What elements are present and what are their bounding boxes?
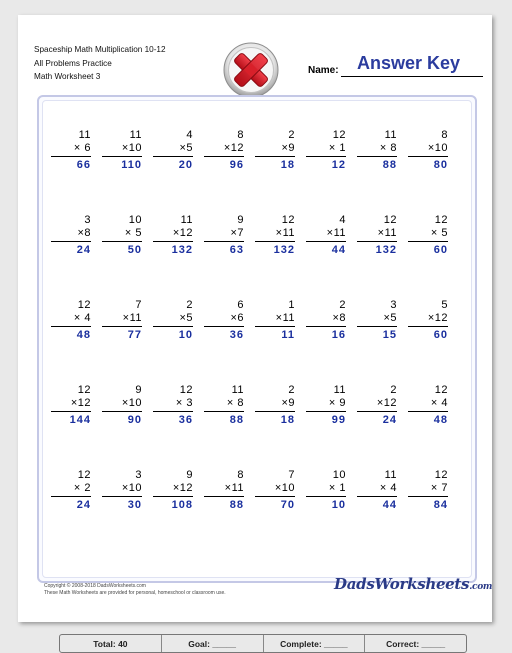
total-count: Total: 40: [60, 635, 162, 652]
answer: 24: [76, 244, 91, 256]
multiplier: ×11: [204, 482, 244, 497]
multiplier: ×12: [153, 227, 193, 242]
multiplier: ×11: [255, 227, 295, 242]
multiplier: × 1: [306, 142, 346, 157]
problem-row: [51, 214, 463, 274]
multiplicand: 10: [128, 214, 142, 226]
multiplication-problem: [51, 129, 91, 172]
multiplier: ×12: [51, 397, 91, 412]
multiplier: ×11: [102, 312, 142, 327]
logo-text-suffix: .com: [469, 582, 493, 592]
multiplicand: 9: [237, 214, 244, 226]
multiplier: × 5: [102, 227, 142, 242]
answer: 10: [178, 329, 193, 341]
multiplier: ×9: [255, 142, 295, 157]
multiplier: × 1: [306, 482, 346, 497]
multiplier: × 8: [204, 397, 244, 412]
multiplication-problem: [255, 469, 295, 512]
multiplicand: 5: [441, 299, 448, 311]
multiplication-problem: [306, 469, 346, 512]
multiplier: ×10: [408, 142, 448, 157]
answer: 36: [229, 329, 244, 341]
answer: 132: [375, 244, 397, 256]
multiplication-problem: [408, 469, 448, 512]
answer: 44: [331, 244, 346, 256]
dadsworksheets-logo: [334, 575, 492, 593]
multiplication-problem: [306, 299, 346, 342]
answer: 84: [433, 499, 448, 511]
multiplicand: 12: [77, 469, 91, 481]
multiplier: ×5: [153, 312, 193, 327]
answer: 88: [382, 159, 397, 171]
multiplication-problem: [306, 129, 346, 172]
multiplicand: 6: [237, 299, 244, 311]
worksheet-subtitle: All Problems Practice: [34, 58, 112, 68]
multiplicand: 11: [384, 129, 397, 141]
multiplication-problem: [408, 214, 448, 257]
multiplier: × 4: [357, 482, 397, 497]
answer: 12: [331, 159, 346, 171]
red-x-icon: [223, 42, 279, 98]
multiplicand: 2: [390, 384, 397, 396]
answer: 20: [178, 159, 193, 171]
answer: 90: [127, 414, 142, 426]
answer: 18: [280, 414, 295, 426]
multiplicand: 8: [441, 129, 448, 141]
problem-row: [51, 469, 463, 529]
multiplicand: 12: [179, 384, 193, 396]
problem-row: [51, 299, 463, 359]
multiplier: ×9: [255, 397, 295, 412]
answer: 16: [331, 329, 346, 341]
multiplicand: 3: [84, 214, 91, 226]
multiplicand: 11: [333, 384, 346, 396]
multiplier: ×11: [255, 312, 295, 327]
multiplication-problem: [255, 214, 295, 257]
multiplication-problem: [153, 214, 193, 257]
answer: 88: [229, 499, 244, 511]
multiplicand: 12: [434, 469, 448, 481]
multiplication-problem: [102, 384, 142, 427]
multiplicand: 9: [186, 469, 193, 481]
answer: 88: [229, 414, 244, 426]
multiplication-problem: [408, 299, 448, 342]
multiplication-problem: [357, 214, 397, 257]
answer: 63: [229, 244, 244, 256]
multiplier: ×8: [306, 312, 346, 327]
multiplication-problem: [204, 299, 244, 342]
multiplication-problem: [204, 469, 244, 512]
multiplier: × 2: [51, 482, 91, 497]
answer: 132: [171, 244, 193, 256]
multiplicand: 3: [135, 469, 142, 481]
answer: 24: [382, 414, 397, 426]
multiplicand: 12: [383, 214, 397, 226]
answer: 18: [280, 159, 295, 171]
multiplier: ×12: [153, 482, 193, 497]
multiplication-problem: [306, 384, 346, 427]
multiplier: ×11: [357, 227, 397, 242]
multiplicand: 3: [390, 299, 397, 311]
multiplicand: 11: [180, 214, 193, 226]
worksheet-title: Spaceship Math Multiplication 10-12: [34, 45, 166, 54]
multiplier: ×10: [102, 482, 142, 497]
worksheet-header: [34, 43, 166, 84]
multiplier: ×11: [306, 227, 346, 242]
answer: 144: [69, 414, 91, 426]
multiplication-problem: [153, 469, 193, 512]
score-bar: [59, 634, 467, 653]
multiplication-problem: [357, 384, 397, 427]
problem-row: [51, 129, 463, 189]
answer: 132: [273, 244, 295, 256]
multiplication-problem: [408, 129, 448, 172]
worksheet-number: Math Worksheet 3: [34, 72, 101, 81]
answer: 48: [433, 414, 448, 426]
multiplication-problem: [357, 469, 397, 512]
correct-field[interactable]: Correct: _____: [386, 638, 446, 649]
multiplicand: 2: [339, 299, 346, 311]
answer: 66: [76, 159, 91, 171]
logo-text-dads: Dads: [334, 575, 375, 593]
multiplication-problem: [51, 384, 91, 427]
multiplier: ×12: [408, 312, 448, 327]
name-label: Name:: [308, 65, 339, 76]
multiplicand: 11: [78, 129, 91, 141]
multiplier: ×10: [102, 397, 142, 412]
copyright-line: Copyright © 2008-2018 DadsWorksheets.com: [44, 583, 146, 589]
multiplier: × 7: [408, 482, 448, 497]
multiplier: ×12: [357, 397, 397, 412]
multiplicand: 12: [77, 384, 91, 396]
goal-field[interactable]: Goal: _____: [162, 635, 264, 652]
multiplier: ×5: [153, 142, 193, 157]
multiplicand: 7: [288, 469, 295, 481]
multiplicand: 11: [231, 384, 244, 396]
answer: 80: [433, 159, 448, 171]
answer-key-label: Answer Key: [356, 53, 461, 73]
answer: 30: [127, 499, 142, 511]
usage-line: These Math Worksheets are provided for personal, homeschool or classroom use.: [44, 590, 226, 596]
multiplier: × 8: [357, 142, 397, 157]
multiplier: × 3: [153, 397, 193, 412]
multiplication-problem: [204, 384, 244, 427]
answer: 60: [433, 329, 448, 341]
multiplication-problem: [51, 214, 91, 257]
multiplier: ×6: [204, 312, 244, 327]
multiplicand: 2: [288, 384, 295, 396]
answer: 60: [433, 244, 448, 256]
multiplication-problem: [153, 129, 193, 172]
multiplication-problem: [255, 129, 295, 172]
multiplicand: 12: [332, 129, 346, 141]
logo-text-worksheets: Worksheets: [374, 575, 470, 593]
multiplicand: 7: [135, 299, 142, 311]
multiplier: ×10: [255, 482, 295, 497]
answer: 15: [382, 329, 397, 341]
answer: 70: [280, 499, 295, 511]
multiplicand: 2: [288, 129, 295, 141]
multiplication-problem: [255, 299, 295, 342]
multiplicand: 9: [135, 384, 142, 396]
answer: 99: [331, 414, 346, 426]
multiplier: × 6: [51, 142, 91, 157]
answer: 48: [76, 329, 91, 341]
multiplication-problem: [204, 129, 244, 172]
answer: 11: [281, 329, 295, 341]
multiplicand: 10: [332, 469, 346, 481]
multiplicand: 12: [434, 214, 448, 226]
multiplicand: 12: [434, 384, 448, 396]
multiplier: ×5: [357, 312, 397, 327]
multiplier: × 5: [408, 227, 448, 242]
multiplication-problem: [102, 299, 142, 342]
multiplier: ×7: [204, 227, 244, 242]
multiplication-problem: [153, 384, 193, 427]
complete-field[interactable]: Complete: _____: [264, 635, 366, 652]
answer: 108: [171, 499, 193, 511]
multiplication-problem: [102, 214, 142, 257]
multiplication-problem: [51, 469, 91, 512]
multiplicand: 12: [77, 299, 91, 311]
name-field-line[interactable]: [341, 76, 483, 77]
copyright-notice: [44, 583, 226, 597]
multiplicand: 4: [339, 214, 346, 226]
multiplier: × 9: [306, 397, 346, 412]
multiplicand: 1: [288, 299, 295, 311]
answer: 110: [121, 159, 142, 171]
answer: 44: [382, 499, 397, 511]
multiplicand: 8: [237, 129, 244, 141]
multiplier: ×10: [102, 142, 142, 157]
multiplicand: 2: [186, 299, 193, 311]
answer: 24: [76, 499, 91, 511]
multiplicand: 4: [186, 129, 193, 141]
multiplication-problem: [306, 214, 346, 257]
multiplication-problem: [357, 299, 397, 342]
answer: 10: [331, 499, 346, 511]
multiplication-problem: [408, 384, 448, 427]
multiplication-problem: [357, 129, 397, 172]
worksheet-page: [18, 15, 493, 649]
multiplicand: 8: [237, 469, 244, 481]
answer: 77: [127, 329, 142, 341]
multiplication-problem: [204, 214, 244, 257]
multiplication-problem: [255, 384, 295, 427]
multiplier: × 4: [51, 312, 91, 327]
multiplier: × 4: [408, 397, 448, 412]
answer: 36: [178, 414, 193, 426]
multiplication-problem: [51, 299, 91, 342]
answer: 50: [127, 244, 142, 256]
multiplicand: 11: [384, 469, 397, 481]
answer: 96: [229, 159, 244, 171]
problem-row: [51, 384, 463, 444]
multiplication-problem: [102, 469, 142, 512]
multiplication-problem: [153, 299, 193, 342]
multiplier: ×8: [51, 227, 91, 242]
multiplicand: 11: [129, 129, 142, 141]
multiplication-problem: [102, 129, 142, 172]
multiplicand: 12: [281, 214, 295, 226]
multiplier: ×12: [204, 142, 244, 157]
